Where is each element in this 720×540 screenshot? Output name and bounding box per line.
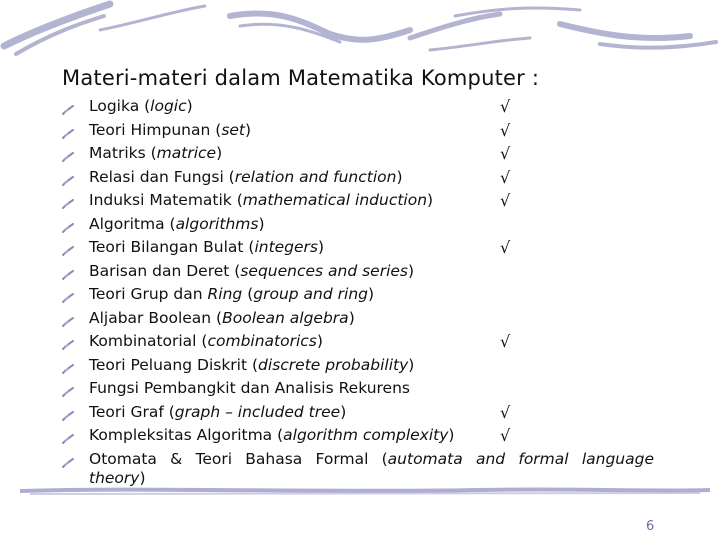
check-mark: √ [500,97,511,116]
check-mark: √ [500,167,511,187]
topic-item [62,309,662,333]
check-mark: √ [500,238,511,257]
topic-item [62,356,662,380]
check-mark: √ [500,191,511,210]
topic-text: Fungsi Pembangkit dan Analisis Rekurens [89,379,410,397]
topic-item [62,262,662,286]
decorative-bottom-rule [20,484,710,498]
feather-quill-icon [62,242,74,252]
topic-text: Barisan dan Deret (sequences and series) [89,261,415,280]
topic-text: Algoritma (algorithms) [89,214,265,233]
topic-item [62,238,662,262]
topic-text: Kompleksitas Algoritma (algorithm complexity) [89,426,455,444]
topic-text: Kombinatorial (combinatorics) [89,332,323,350]
feather-quill-icon [62,289,74,299]
topic-text: Matriks (matrice) [89,144,223,162]
topic-text: Teori Graf (graph – included tree) [89,402,347,421]
feather-quill-icon [62,148,74,158]
topic-item [62,168,662,192]
topic-item [62,121,662,145]
topic-item [62,144,662,168]
topic-item [62,426,662,450]
check-mark: √ [500,426,511,445]
topic-item [62,215,662,239]
feather-quill-icon [62,454,74,464]
topic-text: Logika (logic) [89,97,193,115]
topic-text: Teori Peluang Diskrit (discrete probability) [89,355,415,374]
topic-item [62,403,662,427]
feather-quill-icon [62,101,74,111]
feather-quill-icon [62,219,74,229]
feather-quill-icon [62,313,74,323]
topic-text: Teori Bilangan Bulat (integers) [89,238,325,256]
decorative-brush-strokes [0,0,720,70]
feather-quill-icon [62,407,74,417]
topic-text: Teori Grup dan Ring (group and ring) [89,285,375,303]
check-mark: √ [500,332,511,351]
check-mark: √ [500,144,511,163]
feather-quill-icon [62,383,74,393]
page-number: 6 [646,519,655,534]
check-mark: √ [500,120,511,140]
feather-quill-icon [62,336,74,346]
feather-quill-icon [62,266,74,276]
topic-text: Otomata & Teori Bahasa Formal (automata and formal language [89,449,654,468]
feather-quill-icon [62,430,74,440]
topic-text-continued: theory) [89,468,146,487]
topic-item [62,97,662,121]
topic-item [62,332,662,356]
feather-quill-icon [62,195,74,205]
topic-text: Teori Himpunan (set) [89,120,252,139]
feather-quill-icon [62,360,74,370]
topic-item [62,450,662,488]
slide-title: Materi-materi dalam Matematika Komputer : [62,66,540,90]
topic-item [62,285,662,309]
feather-quill-icon [62,125,74,135]
topic-text: Induksi Matematik (mathematical induction) [89,191,434,209]
topic-item [62,191,662,215]
topic-item [62,379,662,403]
topic-text: Aljabar Boolean (Boolean algebra) [89,308,355,327]
topic-text: Relasi dan Fungsi (relation and function) [89,167,403,186]
check-mark: √ [500,402,511,422]
feather-quill-icon [62,172,74,182]
topic-list [62,97,662,488]
